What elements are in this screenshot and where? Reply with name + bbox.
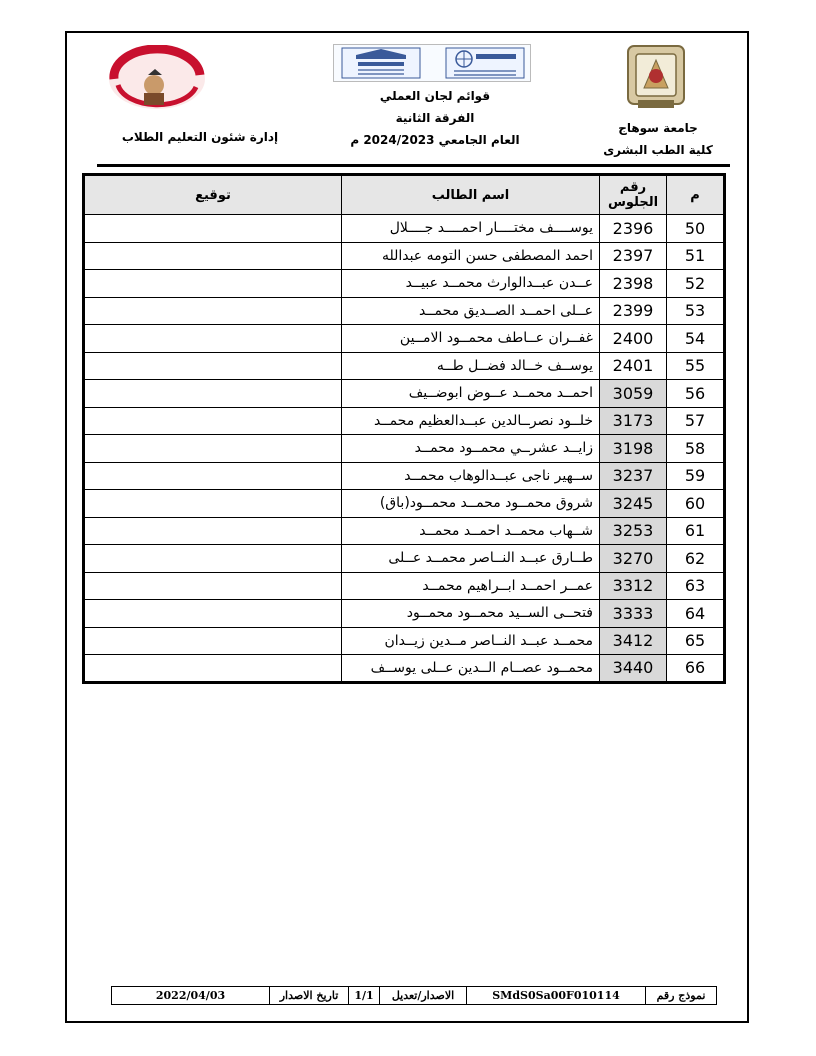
student-name: عــدن عبــدالوارث محمــد عبيــد <box>342 270 600 298</box>
list-title: قوائم لجان العملي <box>379 89 491 103</box>
row-number: 58 <box>667 435 725 463</box>
row-number: 60 <box>667 490 725 518</box>
row-number: 51 <box>667 242 725 270</box>
seat-number: 2396 <box>600 215 667 243</box>
admin-name: إدارة شئون التعليم الطلاب <box>121 130 279 144</box>
seat-number: 3312 <box>600 572 667 600</box>
seat-number: 3412 <box>600 627 667 655</box>
student-name: شــهاب محمــد احمــد محمــد <box>342 517 600 545</box>
table-row <box>84 462 725 490</box>
form-code: SMdS0Sa00F010114 <box>467 987 646 1005</box>
seat-number: 3173 <box>600 407 667 435</box>
university-block <box>588 117 728 161</box>
row-number: 62 <box>667 545 725 573</box>
academic-year: العام الجامعي 2024/2023 م <box>350 133 520 147</box>
edition-value: 1/1 <box>349 987 380 1005</box>
seat-number: 2399 <box>600 297 667 325</box>
university-name: جامعة سوهاج <box>618 121 698 135</box>
student-name: طــارق عبــد النــاصر محمــد عــلى <box>342 545 600 573</box>
title-block <box>340 85 530 151</box>
form-footer <box>111 986 717 1005</box>
student-name: يوســــف مختــــار احمــــد جــــلال <box>342 215 600 243</box>
signature-cell <box>84 270 342 298</box>
signature-cell <box>84 627 342 655</box>
student-name: احمد المصطفى حسن التومه عبدالله <box>342 242 600 270</box>
student-name: عمــر احمــد ابــراهيم محمــد <box>342 572 600 600</box>
seat-number: 3440 <box>600 655 667 683</box>
row-number: 57 <box>667 407 725 435</box>
table-row <box>84 655 725 683</box>
seat-number: 2401 <box>600 352 667 380</box>
table-row <box>84 545 725 573</box>
students-table <box>82 173 726 684</box>
header-seat: رقم الجلوس <box>600 175 667 215</box>
seat-number: 3253 <box>600 517 667 545</box>
table-row <box>84 407 725 435</box>
level-title: الفرقة الثانية <box>395 111 475 125</box>
table-row <box>84 297 725 325</box>
signature-cell <box>84 380 342 408</box>
faculty-name: كلية الطب البشرى <box>603 143 713 157</box>
student-affairs-logo-icon <box>104 45 210 111</box>
row-number: 54 <box>667 325 725 353</box>
student-name: خلــود نصرــالدين عبــدالعظيم محمــد <box>342 407 600 435</box>
seat-number: 3237 <box>600 462 667 490</box>
seat-number: 2400 <box>600 325 667 353</box>
table-row <box>84 600 725 628</box>
student-name: عــلى احمــد الصــديق محمــد <box>342 297 600 325</box>
form-label: نموذج رقم <box>646 987 717 1005</box>
student-name: احمــد محمــد عــوض ابوضــيف <box>342 380 600 408</box>
header-divider <box>97 164 730 167</box>
student-name: فتحــى الســيد محمــود محمــود <box>342 600 600 628</box>
row-number: 66 <box>667 655 725 683</box>
signature-cell <box>84 215 342 243</box>
seat-number: 2397 <box>600 242 667 270</box>
signature-cell <box>84 600 342 628</box>
student-name: محمــد عبــد النــاصر مــدين زيــدان <box>342 627 600 655</box>
university-crest-icon <box>624 44 688 110</box>
signature-cell <box>84 545 342 573</box>
table-row <box>84 325 725 353</box>
student-name: زايــد عشرــي محمــود محمــد <box>342 435 600 463</box>
table-row <box>84 572 725 600</box>
signature-cell <box>84 655 342 683</box>
signature-cell <box>84 572 342 600</box>
signature-cell <box>84 297 342 325</box>
signature-cell <box>84 435 342 463</box>
row-number: 52 <box>667 270 725 298</box>
student-name: يوســف خــالد فضــل طــه <box>342 352 600 380</box>
table-row <box>84 517 725 545</box>
student-name: ســهير ناجى عبــدالوهاب محمــد <box>342 462 600 490</box>
table-row <box>84 380 725 408</box>
table-row <box>84 215 725 243</box>
signature-cell <box>84 242 342 270</box>
seat-number: 3198 <box>600 435 667 463</box>
row-number: 50 <box>667 215 725 243</box>
header-num: م <box>667 175 725 215</box>
student-name: غفــران عــاطف محمــود الامــين <box>342 325 600 353</box>
row-number: 55 <box>667 352 725 380</box>
seat-number: 3333 <box>600 600 667 628</box>
header-name: اسم الطالب <box>342 175 600 215</box>
student-name: محمــود عصــام الــدين عــلى يوســف <box>342 655 600 683</box>
row-number: 63 <box>667 572 725 600</box>
seat-number: 3270 <box>600 545 667 573</box>
row-number: 64 <box>667 600 725 628</box>
seat-number: 2398 <box>600 270 667 298</box>
signature-cell <box>84 490 342 518</box>
certification-badges <box>333 44 531 82</box>
student-name: شروق محمــود محمــد محمــود(باق) <box>342 490 600 518</box>
signature-cell <box>84 407 342 435</box>
row-number: 59 <box>667 462 725 490</box>
signature-cell <box>84 462 342 490</box>
table-row <box>84 242 725 270</box>
signature-cell <box>84 517 342 545</box>
seat-number: 3059 <box>600 380 667 408</box>
row-number: 61 <box>667 517 725 545</box>
row-number: 53 <box>667 297 725 325</box>
signature-cell <box>84 352 342 380</box>
seat-number: 3245 <box>600 490 667 518</box>
date-label: تاريخ الاصدار <box>270 987 349 1005</box>
table-header-row <box>84 175 725 215</box>
header-sign: توقيع <box>84 175 342 215</box>
signature-cell <box>84 325 342 353</box>
table-row <box>84 352 725 380</box>
table-row <box>84 627 725 655</box>
table-row <box>84 270 725 298</box>
date-value: 2022/04/03 <box>112 987 270 1005</box>
table-row <box>84 490 725 518</box>
row-number: 56 <box>667 380 725 408</box>
edition-label: الاصدار/تعديل <box>380 987 467 1005</box>
table-row <box>84 435 725 463</box>
row-number: 65 <box>667 627 725 655</box>
